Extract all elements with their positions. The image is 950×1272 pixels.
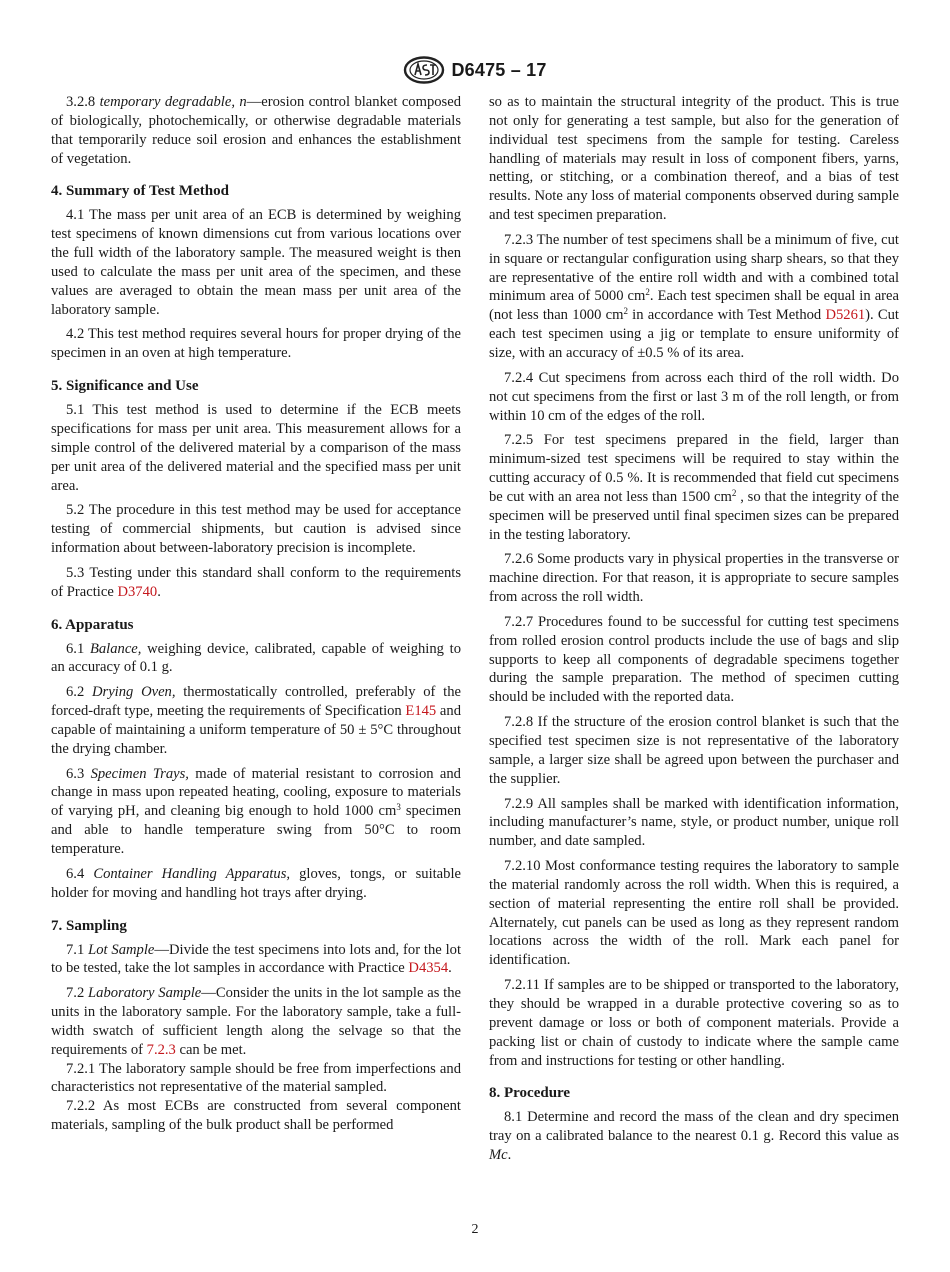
- section-number: 3.2.8: [66, 94, 96, 110]
- paragraph-4-2: 4.2 This test method requires several hours for proper drying of the specimen in an oven at high temperature.: [51, 326, 461, 362]
- right-column: [489, 93, 899, 1171]
- paragraph-4-1: 4.1 The mass per unit area of an ECB is determined by weighing test specimens of known dimensions cut from various locations over the full width of the laboratory sample. The measured weight is then used to calculate the mass per unit area of the specimen, and these values are averaged to obtain the mean mass per unit area of the laboratory sample.: [51, 207, 461, 318]
- paragraph-6-4: [51, 865, 461, 903]
- link-e145[interactable]: E145: [405, 703, 437, 720]
- paragraph-3-2-8: [51, 93, 461, 168]
- paragraph-5-1: 5.1 This test method is used to determine if the ECB meets specifications for mass per unit area. This measurement allows for a simple control of the delivered material by a comparison of the mass per unit area of the delivered material and the specified mass per unit area.: [51, 402, 461, 494]
- section-4-heading: 4. Summary of Test Method: [51, 183, 229, 200]
- section-number: 6.4: [66, 865, 94, 882]
- paragraph-text: —Divide the test specimens into lots and, for the lot to be tested, take the lot samples in accordance with Practice: [51, 941, 461, 977]
- paragraph-text: .: [507, 1147, 512, 1164]
- section-number: 7.2: [66, 985, 89, 1002]
- section-number: 6.3: [66, 765, 91, 782]
- paragraph-text: 7.2.3 The number of test specimens shall be a minimum of five, cut in square or rectangular configuration using sharp shears, so that they are representative of the entire roll width and with a combined total minimum area of 5000 cm: [489, 231, 899, 305]
- paragraph-text: —erosion control blanket composed of biologically, photochemically, or otherwise degradable materials that temporarily reduce soil erosion and enhances the establishment of vegetation.: [51, 94, 462, 167]
- paragraph-7-2-8: 7.2.8 If the structure of the erosion control blanket is such that the specified test specimen size is not representative of the laboratory sample, a larger size shall be agreed upon between the purchaser and the supplier.: [489, 714, 899, 787]
- paragraph-text: specimen and able to handle temperature swing from 50°C to room temperature.: [51, 803, 461, 857]
- defined-term: Laboratory Sample: [88, 985, 202, 1002]
- astm-logo-icon: [403, 56, 445, 84]
- superscript: 2: [731, 487, 737, 498]
- paragraph-text: can be met.: [175, 1041, 247, 1058]
- paragraph-7-2-11: 7.2.11 If samples are to be shipped or transported to the laboratory, they should be wrapped in a durable protective covering so as to prevent damage or loss or both of component materials. Provide a packing list or chain of custody to indicate where the sample came from and instructions for testing or other handling.: [489, 977, 899, 1069]
- paragraph-7-2-2: 7.2.2 As most ECBs are constructed from several component materials, sampling of the bulk product shall be performed: [51, 1098, 461, 1134]
- paragraph-8-1: [489, 1108, 899, 1165]
- defined-term: Lot Sample: [88, 941, 155, 958]
- paragraph-text: weighing device, calibrated, capable of weighing to an accuracy of 0.1 g.: [51, 640, 461, 676]
- paragraph-7-2-7: 7.2.7 Procedures found to be successful for cutting test specimens from rolled erosion control products include the use of bags and slip supports to keep all components of degradable specimens together during the sample preparation. The method of specimen cutting should be included with the reported data.: [489, 613, 899, 706]
- defined-term: Drying Oven,: [91, 684, 176, 701]
- paragraph-text: thermostatically controlled, preferably of the forced-draft type, meeting the requirements of Specification: [51, 684, 461, 720]
- left-column: [51, 93, 461, 1135]
- document-id: D6475 – 17: [451, 59, 547, 80]
- paragraph-text: made of material resistant to corrosion and change in mass upon repeated heating, cooling, exposure to materials of varying pH, and cleaning big enough to hold 1000 cm: [51, 765, 461, 820]
- paragraph-text: .: [157, 583, 161, 600]
- paragraph-text: . Each test specimen shall be equal in area (not less than 1000 cm: [489, 288, 899, 324]
- paragraph-text: in accordance with Test Method: [627, 307, 826, 324]
- paragraph-7-2: [51, 984, 461, 1059]
- link-d3740[interactable]: D3740: [117, 583, 158, 600]
- defined-term: Specimen Trays,: [90, 765, 189, 782]
- superscript: 2: [645, 287, 650, 298]
- superscript: 2: [623, 306, 628, 317]
- variable-name: Mc: [489, 1147, 508, 1164]
- paragraph-text: 8.1 Determine and record the mass of the clean and dry specimen tray on a calibrated balance to the nearest 0.1 g. Record this value as: [489, 1109, 899, 1145]
- paragraph-7-2-9: 7.2.9 All samples shall be marked with identification information, including manufacturer’s name, style, or product number, unique roll number, and date sampled.: [489, 795, 899, 850]
- paragraph-text: and capable of maintaining a uniform temperature of 50 ± 5°C throughout the drying chamber.: [51, 703, 461, 757]
- paragraph-text: 7.2.5 For test specimens prepared in the field, larger than minimum-sized test specimens will be required to stay within the cutting accuracy of 0.5 %. It is recommended that field cut specimens be cut with an area not less than 1500 cm: [489, 432, 899, 505]
- section-number: 7.1: [66, 941, 89, 958]
- defined-term: Container Handling Apparatus,: [93, 865, 291, 882]
- section-number: 6.1: [66, 640, 90, 657]
- paragraph-7-2-4: 7.2.4 Cut specimens from across each third of the roll width. Do not cut specimens from the first or last 3 m of the roll length, or from within 10 cm of the edges of the roll.: [489, 369, 899, 424]
- link-d4354[interactable]: D4354: [408, 960, 449, 977]
- paragraph-7-2-5: [489, 431, 899, 544]
- paragraph-5-2: 5.2 The procedure in this test method may be used for acceptance testing of commercial shipments, but caution is advised since information about between-laboratory precision is incomplete.: [51, 502, 461, 557]
- paragraph-7-2-6: 7.2.6 Some products vary in physical properties in the transverse or machine direction. For that reason, it is appropriate to secure samples from across the roll width.: [489, 551, 899, 606]
- page-header: [0, 55, 950, 85]
- section-5-heading: 5. Significance and Use: [51, 378, 199, 395]
- paragraph-text: gloves, tongs, or suitable holder for moving and handling hot trays after drying.: [51, 865, 461, 901]
- section-8-heading: 8. Procedure: [489, 1085, 571, 1102]
- paragraph-5-3: [51, 564, 461, 602]
- paragraph-6-3: [51, 765, 461, 859]
- page-number: 2: [471, 1222, 479, 1237]
- link-7-2-3[interactable]: 7.2.3: [146, 1041, 176, 1058]
- paragraph-6-1: [51, 640, 461, 678]
- paragraph-7-2-10: 7.2.10 Most conformance testing requires the laboratory to sample the material randomly across the roll width. When this is required, a section of material representing the entire roll shall be provided. Alternately, cut panels can be used as long as they represent random locations across the width of the roll. Mark each panel for identification.: [489, 858, 899, 969]
- paragraph-7-1: [51, 941, 461, 979]
- paragraph-7-2-1: 7.2.1 The laboratory sample should be free from imperfections and characteristics not representative of the material sampled.: [51, 1060, 461, 1096]
- superscript: 3: [396, 802, 401, 813]
- paragraph-6-2: [51, 683, 461, 758]
- defined-term: temporary degradable, n: [99, 94, 247, 110]
- section-6-heading: 6. Apparatus: [51, 616, 134, 633]
- section-7-heading: 7. Sampling: [51, 917, 127, 934]
- paragraph-text: , so that the integrity of the specimen will be preserved until final specimen sizes can be prepared in the testing laboratory.: [489, 488, 900, 543]
- paragraph-text: 5.3 Testing under this standard shall conform to the requirements of Practice: [51, 564, 461, 600]
- paragraph-text: ). Cut each test specimen using a jig or template to ensure uniformity of size, with an accuracy of ±0.5 % of its area.: [489, 307, 899, 361]
- link-d5261[interactable]: D5261: [825, 307, 866, 324]
- paragraph-text: —Consider the units in the lot sample as the units in the laboratory sample. For the laboratory sample, take a full-width swatch of sufficient length along the selvage so that the requirements of: [51, 985, 461, 1058]
- section-number: 6.2: [66, 684, 92, 701]
- defined-term: Balance,: [89, 640, 142, 657]
- paragraph-7-2-3: [489, 231, 899, 363]
- paragraph-7-2-2-continued: so as to maintain the structural integrity of the product. This is true not only for generating a test sample, but also for the generation of individual test specimens from the sample for testing. Careless handling of materials may result in loss of component fibers, yarns, netting, or stitching, or a combination thereof, and a bias of test results. Note any loss of material components observed during sample and test specimen preparation.: [489, 94, 899, 224]
- paragraph-text: .: [448, 960, 452, 977]
